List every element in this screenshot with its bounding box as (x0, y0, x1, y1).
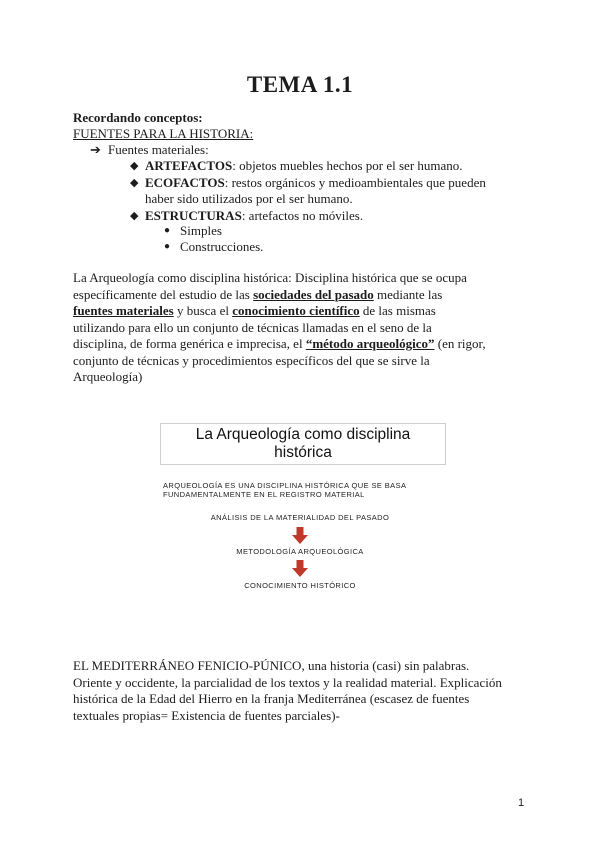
section-subhead: Recordando conceptos: (73, 110, 203, 125)
paragraph-text: mediante las (373, 286, 443, 302)
material-types-list (130, 158, 530, 224)
term-description-continued: haber sido utilizados por el ser humano. (145, 191, 353, 206)
paragraph-text: de las mismas (359, 303, 436, 318)
list-item (130, 158, 530, 175)
paragraph-text: La Arqueología como disciplina histórica: Disciplina histórica que se ocupa (73, 270, 467, 285)
figure-step: ANÁLISIS DE LA MATERIALIDAD DEL PASADO (210, 513, 390, 522)
dot-bullet-icon: ● (164, 225, 171, 236)
section-text: histórica de la Edad del Hierro en la franja Mediterránea (escasez de fuentes (73, 691, 470, 706)
term-description: : restos orgánicos y medioambientales que pueden (224, 174, 486, 190)
figure-step: METODOLOGÍA ARQUEOLÓGICA (236, 547, 364, 556)
sub-item-label: Construcciones. (180, 239, 264, 254)
highlight-term: sociedades del pasado (253, 286, 374, 302)
figure-title-line: La Arqueología como disciplina (195, 426, 411, 443)
paragraph-text: disciplina, de forma genérica e imprecisa, el (73, 336, 306, 351)
diamond-bullet-icon: ◆ (130, 176, 139, 189)
list-item (130, 175, 530, 208)
page-number: 1 (518, 797, 525, 809)
sub-list-item (164, 239, 263, 256)
page-title: TEMA 1.1 (246, 72, 354, 97)
figure-title-box (160, 423, 446, 465)
term: ECOFACTOS (145, 174, 225, 190)
fuentes-materiales-label: Fuentes materiales: (108, 142, 209, 157)
term: ESTRUCTURAS (145, 207, 242, 223)
paragraph-text: utilizando para ello un conjunto de técnicas llamadas en el seno de la (73, 319, 432, 335)
down-arrow-icon (292, 527, 308, 545)
term-description: : artefactos no móviles. (241, 207, 364, 223)
definition-paragraph (73, 270, 531, 386)
paragraph-text: y busca el (173, 303, 233, 318)
highlight-term: conocimiento científico (232, 303, 360, 318)
term-description: : objetos muebles hechos por el ser humano. (232, 158, 463, 173)
sub-list-item (164, 223, 222, 240)
section-text: Oriente y occidente, la parcialidad de los textos y la realidad material. Explicación (73, 674, 502, 690)
arrow-bullet-icon: ➔ (90, 142, 101, 157)
list-item (130, 208, 530, 225)
highlight-term: fuentes materiales (73, 303, 174, 318)
figure-definition-line: FUNDAMENTALMENTE EN EL REGISTRO MATERIAL (163, 490, 365, 499)
paragraph-text: Arqueología) (73, 369, 143, 384)
sub-item-label: Simples (180, 223, 222, 238)
fuentes-heading: FUENTES PARA LA HISTORIA: (73, 126, 254, 141)
dot-bullet-icon: ● (164, 241, 171, 252)
diamond-bullet-icon: ◆ (130, 209, 139, 222)
paragraph-text: específicamente del estudio de las (73, 286, 254, 302)
fuentes-materiales-item (90, 142, 209, 159)
mediterraneo-section (73, 658, 533, 724)
diamond-bullet-icon: ◆ (130, 160, 139, 172)
section-text: EL MEDITERRÁNEO FENICIO-PÚNICO, una historia (casi) sin palabras. (73, 658, 470, 673)
paragraph-text: conjunto de técnicas y procedimientos específicos del que se sirve la (73, 352, 430, 368)
figure-title-line: histórica (274, 444, 332, 461)
down-arrow-icon (292, 560, 308, 578)
term: ARTEFACTOS (145, 158, 233, 173)
paragraph-text: (en rigor, (434, 336, 486, 351)
highlight-term: “método arqueológico” (305, 336, 435, 351)
figure-definition-line: ARQUEOLOGÍA ES UNA DISCIPLINA HISTÓRICA QUE SE BASA (163, 481, 407, 490)
section-text: textuales propias= Existencia de fuentes parciales)- (73, 707, 340, 723)
figure-step: CONOCIMIENTO HISTÓRICO (244, 581, 356, 590)
